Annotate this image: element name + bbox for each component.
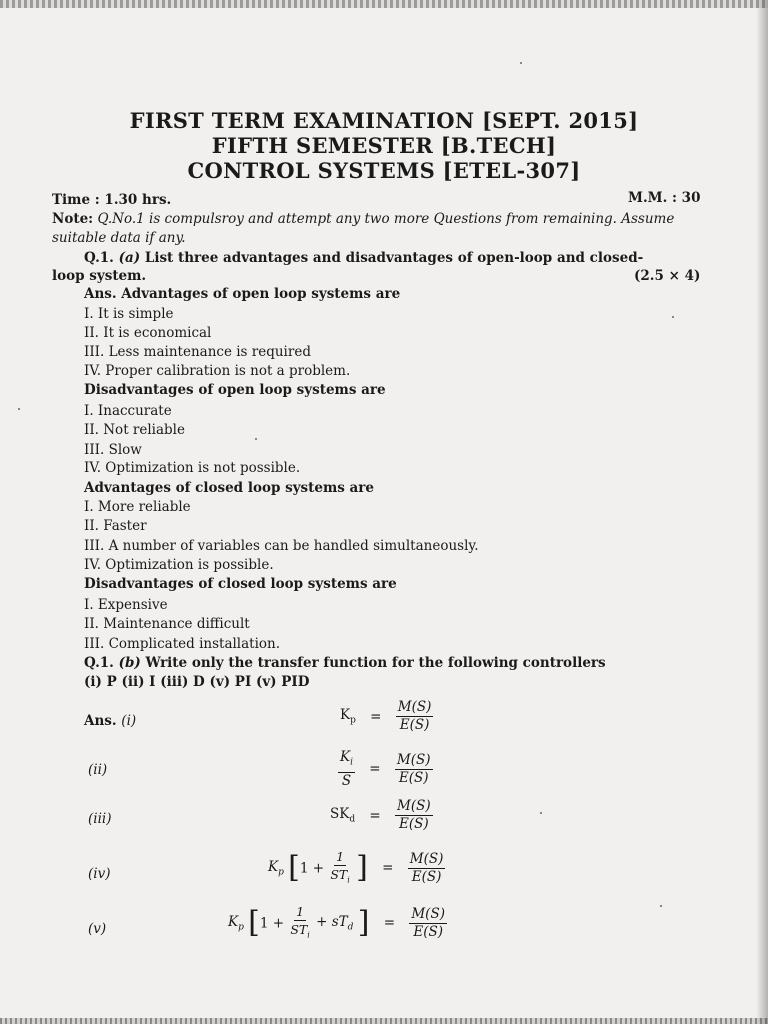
list-item: II. Not reliable — [84, 422, 185, 438]
scan-speck — [18, 408, 20, 410]
subject-title: CONTROL SYSTEMS [ETEL-307] — [187, 158, 581, 183]
list-item: I. More reliable — [84, 499, 191, 515]
scan-speck — [660, 905, 662, 907]
list-item: II. Maintenance difficult — [84, 616, 250, 632]
note-text-1: Q.No.1 is compulsroy and attempt any two more Questions from remaining. Assume — [97, 211, 675, 227]
equation-i: $\frac{K_i}{S}$ = $\frac{M(S)}{E(S)}$ — [340, 749, 431, 789]
scan-speck — [540, 812, 542, 814]
list-item: IV. Optimization is possible. — [84, 557, 274, 573]
ans-text: Ans. — [84, 713, 117, 729]
equation-d: $SK_d$ = $\frac{M(S)}{E(S)}$ — [330, 798, 431, 832]
scan-edge-top — [0, 0, 768, 8]
semester-title: FIFTH SEMESTER [B.TECH] — [211, 133, 557, 158]
note-line-1 — [52, 211, 674, 227]
q1b-text: Write only the transfer function for the following controllers — [145, 655, 606, 671]
q1a-marks: (2.5 × 4) — [634, 268, 701, 284]
eq-label-iv: (iv) — [88, 866, 111, 882]
list-item: I. It is simple — [84, 306, 174, 322]
heading-open-disadvantages: Disadvantages of open loop systems are — [84, 382, 386, 398]
list-item: II. Faster — [84, 518, 147, 534]
heading-closed-disadvantages: Disadvantages of closed loop systems are — [84, 576, 397, 592]
q1b-controllers: (i) P (ii) I (iii) D (v) PI (v) PID — [84, 674, 310, 690]
q1a-part: (a) — [118, 250, 141, 266]
q1a-label: Q.1. — [84, 250, 114, 266]
q1a-text-1: List three advantages and disadvantages of open-loop and closed- — [144, 250, 644, 266]
ans-label — [84, 713, 136, 729]
q1b-part: (b) — [118, 655, 141, 671]
scan-edge-bottom — [0, 1018, 768, 1024]
heading-open-advantages: Ans. Advantages of open loop systems are — [84, 286, 401, 302]
note-label: Note: — [52, 211, 94, 227]
list-item: III. A number of variables can be handled simultaneously. — [84, 538, 479, 554]
scan-speck — [520, 62, 522, 64]
equation-pid: $K_p$ [1 + $\frac{1}{ST_i}$ + $sT_d$ ] = $\frac{M(S)}{E(S)}$ — [228, 904, 445, 941]
q1a-text-2: loop system. — [52, 268, 147, 284]
list-item: IV. Proper calibration is not a problem. — [84, 363, 351, 379]
eq-label-i: (i) — [121, 713, 137, 729]
list-item: II. It is economical — [84, 325, 212, 341]
eq-label-iii: (iii) — [88, 811, 112, 827]
equation-p: $K_p$ = $\frac{M(S)}{E(S)}$ — [340, 699, 432, 733]
time-label: Time : 1.30 hrs. — [52, 192, 172, 208]
q1a-line-1 — [84, 250, 643, 266]
list-item: III. Less maintenance is required — [84, 344, 311, 360]
list-item: IV. Optimization is not possible. — [84, 460, 301, 476]
equation-pi: $K_p$ [1 + $\frac{1}{ST_i}$ ] = $\frac{M(S)}{E(S)}$ — [268, 849, 444, 886]
eq-label-ii: (ii) — [88, 762, 108, 778]
max-marks: M.M. : 30 — [628, 190, 701, 206]
list-item: I. Expensive — [84, 597, 168, 613]
q1b-line-1 — [84, 655, 606, 671]
list-item: III. Complicated installation. — [84, 636, 281, 652]
list-item: III. Slow — [84, 442, 142, 458]
scan-speck — [672, 316, 674, 318]
q1b-label: Q.1. — [84, 655, 114, 671]
exam-title: FIRST TERM EXAMINATION [SEPT. 2015] — [129, 108, 639, 133]
eq-label-v: (v) — [88, 921, 107, 937]
heading-closed-advantages: Advantages of closed loop systems are — [84, 480, 375, 496]
note-line-2: suitable data if any. — [52, 230, 186, 246]
list-item: I. Inaccurate — [84, 403, 172, 419]
scan-speck — [255, 438, 257, 440]
